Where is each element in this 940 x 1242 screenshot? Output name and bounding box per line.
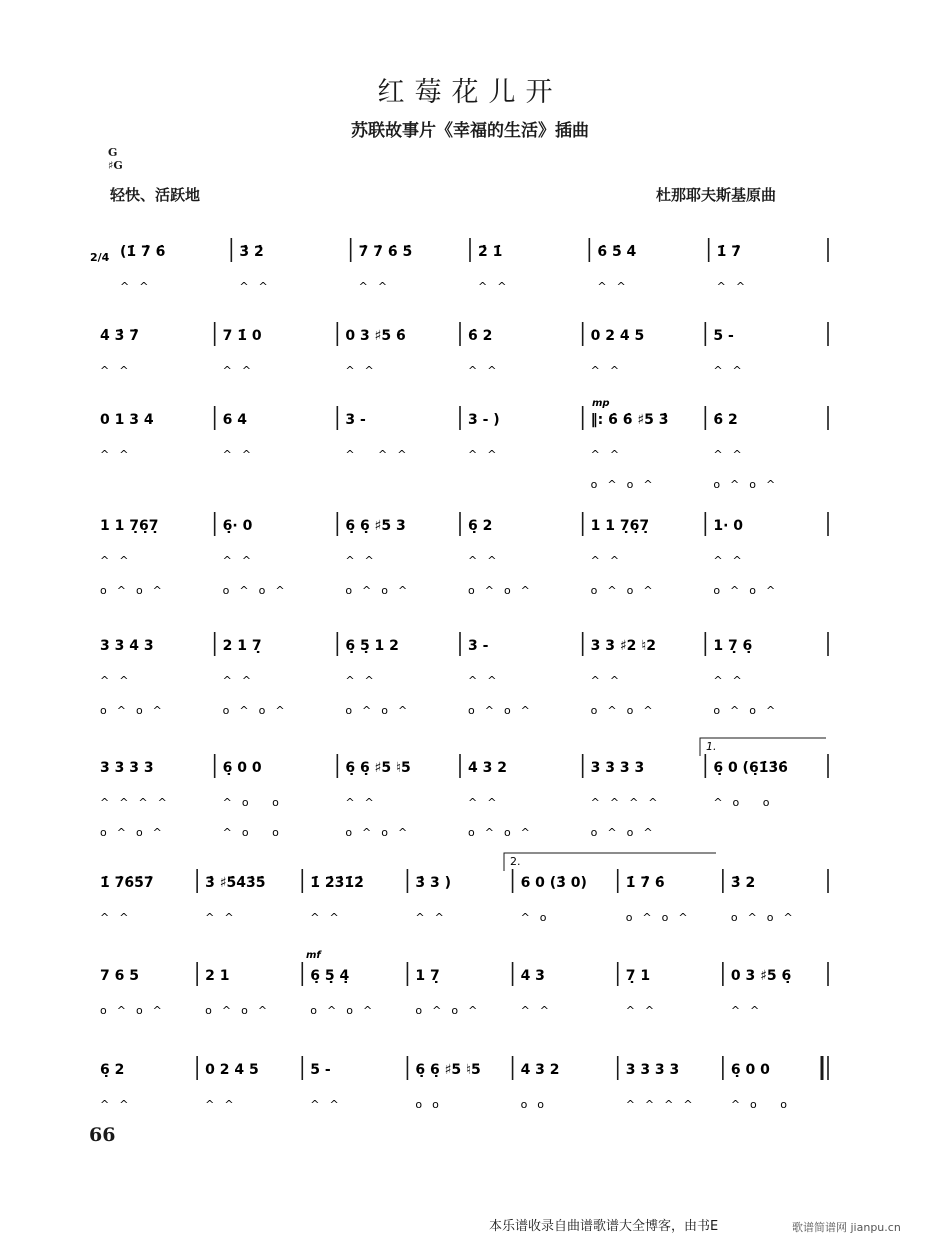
volta-label: 1. xyxy=(706,740,717,753)
articulation-marks: o^o^ xyxy=(730,911,803,924)
measure-notes: 5 - xyxy=(310,1062,331,1078)
articulation-marks: o^o^ xyxy=(590,704,663,717)
measure-notes: 6̣ 2 xyxy=(100,1062,125,1078)
measure-notes: 0 2 4 5 xyxy=(205,1062,259,1078)
articulation-marks: ^^ xyxy=(597,280,636,293)
measure-notes: 3̇ ♯5̇4̇3̇5̇ xyxy=(205,875,266,891)
measure-notes: 3 3 ♯2 ♮2 xyxy=(590,638,657,654)
dynamic-mark: mf xyxy=(306,950,321,961)
articulation-marks: ^^ xyxy=(468,364,507,377)
articulation-marks: ^^ xyxy=(205,1098,244,1111)
measure-notes: 6̣ 0 (6̣1̇3̇6̇ xyxy=(713,760,788,776)
articulation-marks: ^^ xyxy=(713,448,752,461)
volta-bracket xyxy=(700,738,826,756)
measure-notes: 0 3 ♯5 6̣ xyxy=(730,968,792,984)
measure-notes: 1 7̣ 6̣ xyxy=(713,638,753,654)
measure-notes: 1 1 7̣6̣7̣ xyxy=(100,518,159,534)
articulation-marks: o^o^ xyxy=(345,704,418,717)
measure-notes: 6̣ 0 0 xyxy=(730,1062,770,1078)
articulation-marks: ^^ xyxy=(345,364,384,377)
articulation-marks: ^^ xyxy=(345,674,384,687)
measure-notes: 3 3 3 3 xyxy=(100,760,154,776)
measure-notes: ‖: 6̇ 6̇ ♯5 3̇ xyxy=(590,412,669,428)
key-signature-upper: G xyxy=(108,146,118,159)
footer-source-note: 本乐谱收录自曲谱歌谱大全博客，由书E xyxy=(489,1219,719,1234)
measure-notes: 3 - xyxy=(345,412,366,428)
measure-notes: 0 3 ♯5 6̇ xyxy=(345,328,406,344)
articulation-marks: o^o^ xyxy=(590,826,663,839)
tempo-marking: 轻快、活跃地 xyxy=(110,186,201,204)
articulation-marks: oo xyxy=(520,1098,555,1111)
articulation-marks: o^o^ xyxy=(222,584,295,597)
articulation-marks: ^^ xyxy=(468,674,507,687)
measure-notes: 6̣ 6̣ ♯5 ♮5 xyxy=(345,760,411,776)
articulation-marks: ^^ xyxy=(222,554,262,567)
measure-notes: 0 1 3 4 xyxy=(100,412,154,428)
measure-notes: 5 - xyxy=(713,328,734,344)
measure-notes: 6̣ 5̣ 1 2 xyxy=(345,638,399,654)
page-number: 66 xyxy=(89,1124,116,1146)
measure-notes: 4 3 2 xyxy=(468,760,507,776)
articulation-marks: o^o^ xyxy=(713,584,786,597)
measure-notes: 2 1 xyxy=(205,968,230,984)
articulation-marks: ^^ xyxy=(222,364,262,377)
articulation-marks: ^^ xyxy=(730,1004,770,1017)
articulation-marks: o^o^ xyxy=(713,478,786,491)
measure-notes: 3 3 3 3 xyxy=(590,760,645,776)
articulation-marks: o^o^ xyxy=(590,584,663,597)
articulation-marks: ^^ xyxy=(222,674,262,687)
articulation-marks: ^^ xyxy=(520,1004,560,1017)
measure-notes: 2̇ 1̇ xyxy=(478,244,503,260)
articulation-marks: ^o o xyxy=(713,796,780,809)
articulation-marks: o^o^ xyxy=(625,911,698,924)
articulation-marks: o^o^ xyxy=(345,826,418,839)
time-signature: 2/4 xyxy=(90,251,110,264)
volta-label: 2. xyxy=(510,855,521,868)
measure-notes: 6̣· 0 xyxy=(222,518,253,534)
measure-notes: 3 3 4 3 xyxy=(100,638,154,654)
measure-notes: 6̇ 5̇ 4̇ xyxy=(597,244,637,260)
measure-notes: 6̣ 0 0 xyxy=(222,760,262,776)
articulation-marks: ^^ xyxy=(310,1098,349,1111)
measure-notes: 7̣ 1 xyxy=(625,968,651,984)
articulation-marks: ^^ xyxy=(358,280,398,293)
measure-notes: 3 3 3 3 xyxy=(625,1062,680,1078)
articulation-marks: ^^ xyxy=(415,911,454,924)
measure-notes: 3̇ 2̇ xyxy=(239,244,264,260)
measure-notes: 4 3 xyxy=(520,968,545,984)
measure-notes: 1̇ 2̇3̇1̇2̇ xyxy=(310,875,364,891)
song-subtitle: 苏联故事片《幸福的生活》插曲 xyxy=(351,121,589,141)
articulation-marks: ^^ xyxy=(239,280,278,293)
key-signature-lower: ♯G xyxy=(108,159,123,172)
articulation-marks: ^^^^ xyxy=(100,796,177,809)
articulation-marks: ^^ xyxy=(590,364,630,377)
measure-notes: 1̇ 7̇ xyxy=(716,244,742,260)
articulation-marks: ^^ xyxy=(590,554,630,567)
articulation-marks: ^^ xyxy=(590,448,630,461)
articulation-marks: ^^ xyxy=(625,1004,665,1017)
articulation-marks: ^^ xyxy=(590,674,630,687)
articulation-marks: ^^ xyxy=(345,554,384,567)
articulation-marks: ^o o xyxy=(222,826,289,839)
articulation-marks: ^^ xyxy=(100,448,139,461)
measure-notes: 1 1 7̣6̣7̣ xyxy=(590,518,650,534)
measure-notes: 1· 0 xyxy=(713,518,744,534)
articulation-marks: ^^ xyxy=(100,1098,139,1111)
measure-notes: 7 6 5 xyxy=(100,968,139,984)
articulation-marks: ^^ xyxy=(100,554,139,567)
measure-notes: 6̇ 2 xyxy=(468,328,493,344)
measure-notes: 1̇ 7̇ 6̇ xyxy=(625,875,665,891)
articulation-marks: ^^ xyxy=(713,554,752,567)
site-watermark: 歌谱简谱网 jianpu.cn xyxy=(792,1221,901,1234)
measure-notes: 3 - xyxy=(468,638,489,654)
measure-notes: 1 7̣ xyxy=(415,968,440,984)
articulation-marks: ^^ xyxy=(222,448,262,461)
articulation-marks: o^o^ xyxy=(100,704,172,717)
measure-notes: 6̣ 5̣ 4̣ xyxy=(310,968,350,984)
measure-notes: 7̇ 7̇ 6̇ 5̇ xyxy=(358,244,413,260)
articulation-marks: ^^ xyxy=(468,554,507,567)
measure-notes: 4 3 2 xyxy=(520,1062,560,1078)
measure-notes: 6 0 (3̇ 0) xyxy=(520,875,587,891)
articulation-marks: o^o^ xyxy=(415,1004,488,1017)
articulation-marks: ^^ xyxy=(345,796,384,809)
measure-notes: (1̇ 7̇ 6̇ xyxy=(120,244,166,260)
measure-notes: 6̇ 2 xyxy=(713,412,738,428)
articulation-marks: ^^ xyxy=(120,280,159,293)
articulation-marks: ^^ xyxy=(100,911,139,924)
dynamic-mark: mp xyxy=(592,398,610,409)
articulation-marks: ^^ xyxy=(205,911,244,924)
articulation-marks: o^o^ xyxy=(100,826,172,839)
articulation-marks: ^^ xyxy=(478,280,517,293)
articulation-marks: ^o o xyxy=(222,796,289,809)
measure-notes: 3̇ 3 ) xyxy=(415,875,452,891)
articulation-marks: ^^ xyxy=(468,448,507,461)
articulation-marks: ^^^^ xyxy=(590,796,668,809)
measure-notes: 6̣ 2 xyxy=(468,518,493,534)
articulation-marks: o^o^ xyxy=(468,704,540,717)
measure-notes: 0 2 4 5 xyxy=(590,328,645,344)
measure-notes: 6̣ 6̣ ♯5 3 xyxy=(345,518,406,534)
articulation-marks: ^^ xyxy=(713,674,752,687)
articulation-marks: o^o^ xyxy=(468,584,540,597)
articulation-marks: ^^ xyxy=(100,674,139,687)
articulation-marks: ^^ xyxy=(716,280,756,293)
articulation-marks: ^^ xyxy=(100,364,139,377)
measure-notes: 1̇ 7̇6̇5̇7̇ xyxy=(100,875,154,891)
articulation-marks: ^ ^^ xyxy=(345,448,417,461)
measure-notes: 2 1 7̣ xyxy=(222,638,262,654)
articulation-marks: o^o^ xyxy=(222,704,295,717)
articulation-marks: ^^ xyxy=(713,364,752,377)
articulation-marks: ^^^^ xyxy=(625,1098,703,1111)
articulation-marks: o^o^ xyxy=(590,478,663,491)
articulation-marks: ^o o xyxy=(730,1098,798,1111)
articulation-marks: o^o^ xyxy=(310,1004,383,1017)
articulation-marks: o^o^ xyxy=(205,1004,278,1017)
articulation-marks: ^^ xyxy=(468,796,507,809)
articulation-marks: ^o xyxy=(520,911,557,924)
measure-notes: 3̇ 2 xyxy=(730,875,756,891)
articulation-marks: o^o^ xyxy=(345,584,418,597)
measure-notes: 3 - ) xyxy=(468,412,500,428)
measure-notes: 6 4 xyxy=(222,412,248,428)
articulation-marks: o^o^ xyxy=(100,1004,172,1017)
measure-notes: 7 1̇ 0 xyxy=(222,328,262,344)
articulation-marks: o^o^ xyxy=(713,704,786,717)
articulation-marks: ^^ xyxy=(310,911,349,924)
measure-notes: 4̇ 3̇ 7̇ xyxy=(100,328,139,344)
articulation-marks: o^o^ xyxy=(468,826,540,839)
measure-notes: 6̣ 6̣ ♯5 ♮5 xyxy=(415,1062,481,1078)
articulation-marks: o^o^ xyxy=(100,584,172,597)
articulation-marks: oo xyxy=(415,1098,449,1111)
song-title: 红莓花儿开 xyxy=(377,77,563,108)
composer-credit: 杜那耶夫斯基原曲 xyxy=(656,186,777,204)
volta-bracket xyxy=(504,853,716,871)
